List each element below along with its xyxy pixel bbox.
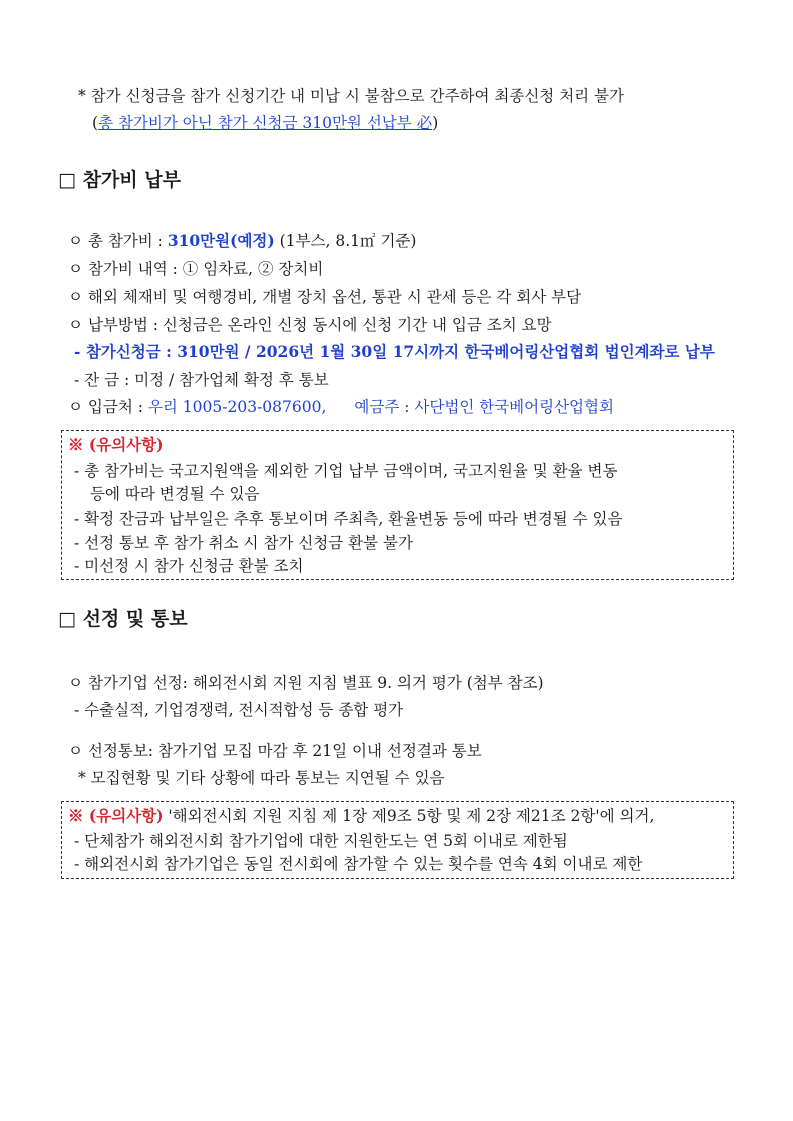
- fee-extra-costs-line: [68, 286, 581, 308]
- fee-extra-costs-text: 해외 체재비 및 여행경비, 개별 장치 옵션, 통관 시 관세 등은 각 회사 부담: [87, 288, 582, 306]
- caution-line: - 미선정 시 참가 신청금 환불 조치: [74, 557, 304, 575]
- caution-line: - 단체참가 해외전시회 참가기업에 대한 지원한도는 연 5회 이내로 제한됨: [74, 832, 568, 850]
- fee-breakdown-line: [68, 258, 323, 280]
- bullet: ㅇ: [68, 288, 83, 306]
- notice-line: * 참가 신청금을 참가 신청기간 내 미납 시 불참으로 간주하여 최종신청 처리 불가: [78, 87, 625, 105]
- caution-reference: '해외전시회 지원 지침 제 1장 제9조 5항 및 제 2장 제21조 2항'에 의거,: [163, 807, 655, 825]
- fee-total-label: 총 참가비 :: [87, 232, 168, 250]
- account-line: [68, 396, 614, 418]
- caution-box-fee: [61, 430, 734, 580]
- section-heading-selection: □ 선정 및 통보: [58, 608, 188, 630]
- selection-evaluation-line: - 수출실적, 기업경쟁력, 전시적합성 등 종합 평가: [74, 701, 404, 719]
- caution-line: - 해외전시회 참가기업은 동일 전시회에 참가할 수 있는 횟수를 연속 4회 이내로 제한: [74, 855, 643, 873]
- bank-account-number: 우리 1005-203-087600,: [147, 398, 327, 416]
- bullet: ㅇ: [68, 232, 83, 250]
- caution-header-line: [68, 805, 654, 827]
- selection-notice-line: ㅇ 선정통보: 참가기업 모집 마감 후 21일 이내 선정결과 통보: [68, 742, 482, 760]
- caution-title: ※ (유의사항): [68, 806, 164, 825]
- fee-total-amount: 310만원(예정): [167, 231, 275, 250]
- paren-open: (: [92, 114, 99, 132]
- caution-title: ※ (유의사항): [68, 435, 164, 454]
- caution-line: 등에 따라 변경될 수 있음: [90, 485, 260, 503]
- selection-delay-line: * 모집현황 및 기타 상황에 따라 통보는 지연될 수 있음: [78, 769, 445, 787]
- account-label: 입금처 :: [87, 398, 148, 416]
- notice-emphasis-line: [92, 112, 438, 134]
- fee-total-note: (1부스, 8.1㎡ 기준): [274, 232, 417, 250]
- caution-line: - 확정 잔금과 납부일은 추후 통보이며 주최측, 환율변동 등에 따라 변경될 수 있음: [74, 510, 623, 528]
- payment-method-line: [68, 314, 552, 336]
- account-holder: 예금주 : 사단법인 한국베어링산업협회: [354, 398, 614, 416]
- paren-close: ): [432, 114, 439, 132]
- caution-box-selection: [61, 801, 734, 879]
- fee-breakdown-text: 참가비 내역 : ① 임차료, ② 장치비: [87, 260, 324, 278]
- fee-total-line: [68, 230, 416, 252]
- payment-method-text: 납부방법 : 신청금은 온라인 신청 동시에 신청 기간 내 입금 조치 요망: [87, 316, 552, 334]
- section-heading-fee: □ 참가비 납부: [58, 169, 181, 191]
- bullet: ㅇ: [68, 316, 83, 334]
- prepayment-link[interactable]: 총 참가비가 아닌 참가 신청금 310만원 선납부 必: [98, 114, 433, 132]
- bullet: ㅇ: [68, 260, 83, 278]
- selection-criteria-line: ㅇ 참가기업 선정: 해외전시회 지원 지침 별표 9. 의거 평가 (첨부 참조): [68, 674, 544, 692]
- bullet: ㅇ: [68, 398, 83, 416]
- deposit-line: - 참가신청금 : 310만원 / 2026년 1월 30일 17시까지 한국베어링산업협회 법인계좌로 납부: [74, 342, 715, 361]
- caution-line: - 총 참가비는 국고지원액을 제외한 기업 납부 금액이며, 국고지원율 및 환율 변동: [74, 462, 618, 480]
- caution-line: - 선정 통보 후 참가 취소 시 참가 신청금 환불 불가: [74, 534, 413, 552]
- balance-line: - 잔 금 : 미정 / 참가업체 확정 후 통보: [74, 371, 329, 389]
